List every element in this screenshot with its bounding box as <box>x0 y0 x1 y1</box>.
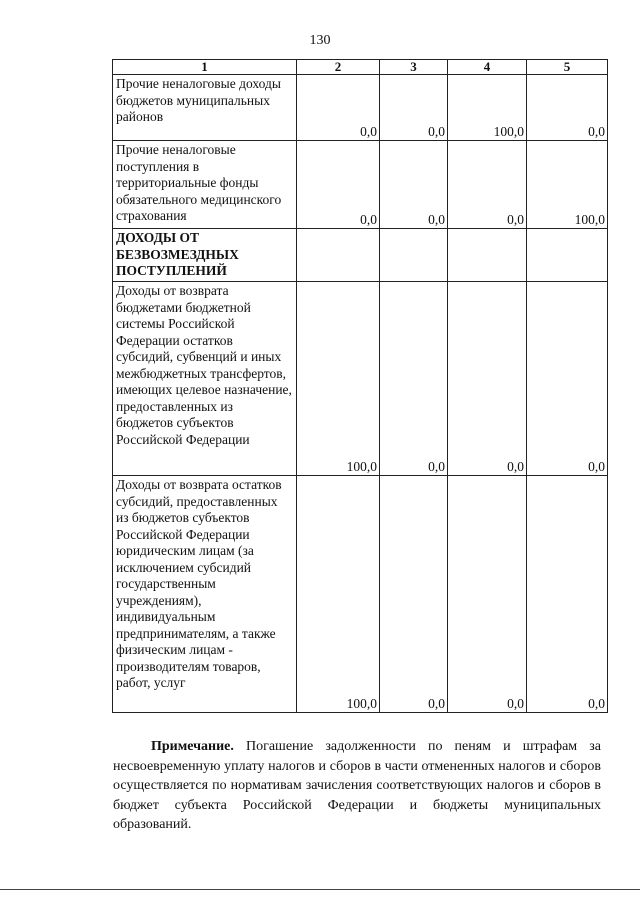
column-header: 4 <box>448 60 527 75</box>
row-value: 0,0 <box>297 141 380 229</box>
table-row <box>113 75 608 141</box>
page-bottom-rule <box>0 889 640 890</box>
row-name: Прочие неналоговые поступления в территориальные фонды обязательного медицинского страхования <box>113 141 297 229</box>
note-text: Погашение задолженности по пеням и штрафам за несвоевременную уплату налогов и сборов в части отмененных налогов и сборов осуществляется по нормативам зачисления соответствующих налогов и сборов в бюджет субъекта Российской Федерации и бюджеты муниципальных образований. <box>113 739 601 832</box>
note-label: Примечание. <box>151 739 234 754</box>
table-row <box>113 476 608 713</box>
row-value: 0,0 <box>527 75 608 141</box>
row-value: 0,0 <box>380 141 448 229</box>
row-value: 0,0 <box>448 141 527 229</box>
column-header: 3 <box>380 60 448 75</box>
row-value: 0,0 <box>527 476 608 713</box>
column-header: 1 <box>113 60 297 75</box>
row-value: 0,0 <box>297 75 380 141</box>
row-value: 100,0 <box>297 282 380 476</box>
column-header: 2 <box>297 60 380 75</box>
row-name: Доходы от возврата остатков субсидий, предоставленных из бюджетов субъектов Российской Федерации юридическим лицам (за исключением субсидий государственным учреждениям), индивидуальным предпринимателям, а также физическим лицам - производителям товаров, работ, услуг <box>113 476 297 713</box>
row-value <box>527 229 608 282</box>
row-value: 0,0 <box>380 476 448 713</box>
section-heading: ДОХОДЫ ОТ БЕЗВОЗМЕЗДНЫХ ПОСТУПЛЕНИЙ <box>113 229 297 282</box>
page-number: 130 <box>309 33 331 48</box>
row-value: 0,0 <box>448 282 527 476</box>
row-value: 0,0 <box>448 476 527 713</box>
revenue-distribution-table <box>112 59 608 713</box>
table-row <box>113 141 608 229</box>
table-header-row <box>113 60 608 75</box>
row-name: Прочие неналоговые доходы бюджетов муниципальных районов <box>113 75 297 141</box>
table-row <box>113 282 608 476</box>
row-value: 100,0 <box>297 476 380 713</box>
row-value <box>448 229 527 282</box>
row-value: 100,0 <box>448 75 527 141</box>
row-value: 0,0 <box>527 282 608 476</box>
row-value: 0,0 <box>380 75 448 141</box>
section-heading-row <box>113 229 608 282</box>
row-value <box>380 229 448 282</box>
row-name: Доходы от возврата бюджетами бюджетной системы Российской Федерации остатков субсидий, субвенций и иных межбюджетных трансфертов, имеющих целевое назначение, предоставленных из бюджетов субъектов Российской Федерации <box>113 282 297 476</box>
column-header: 5 <box>527 60 608 75</box>
row-value: 100,0 <box>527 141 608 229</box>
footnote-paragraph <box>113 737 601 835</box>
row-value: 0,0 <box>380 282 448 476</box>
row-value <box>297 229 380 282</box>
